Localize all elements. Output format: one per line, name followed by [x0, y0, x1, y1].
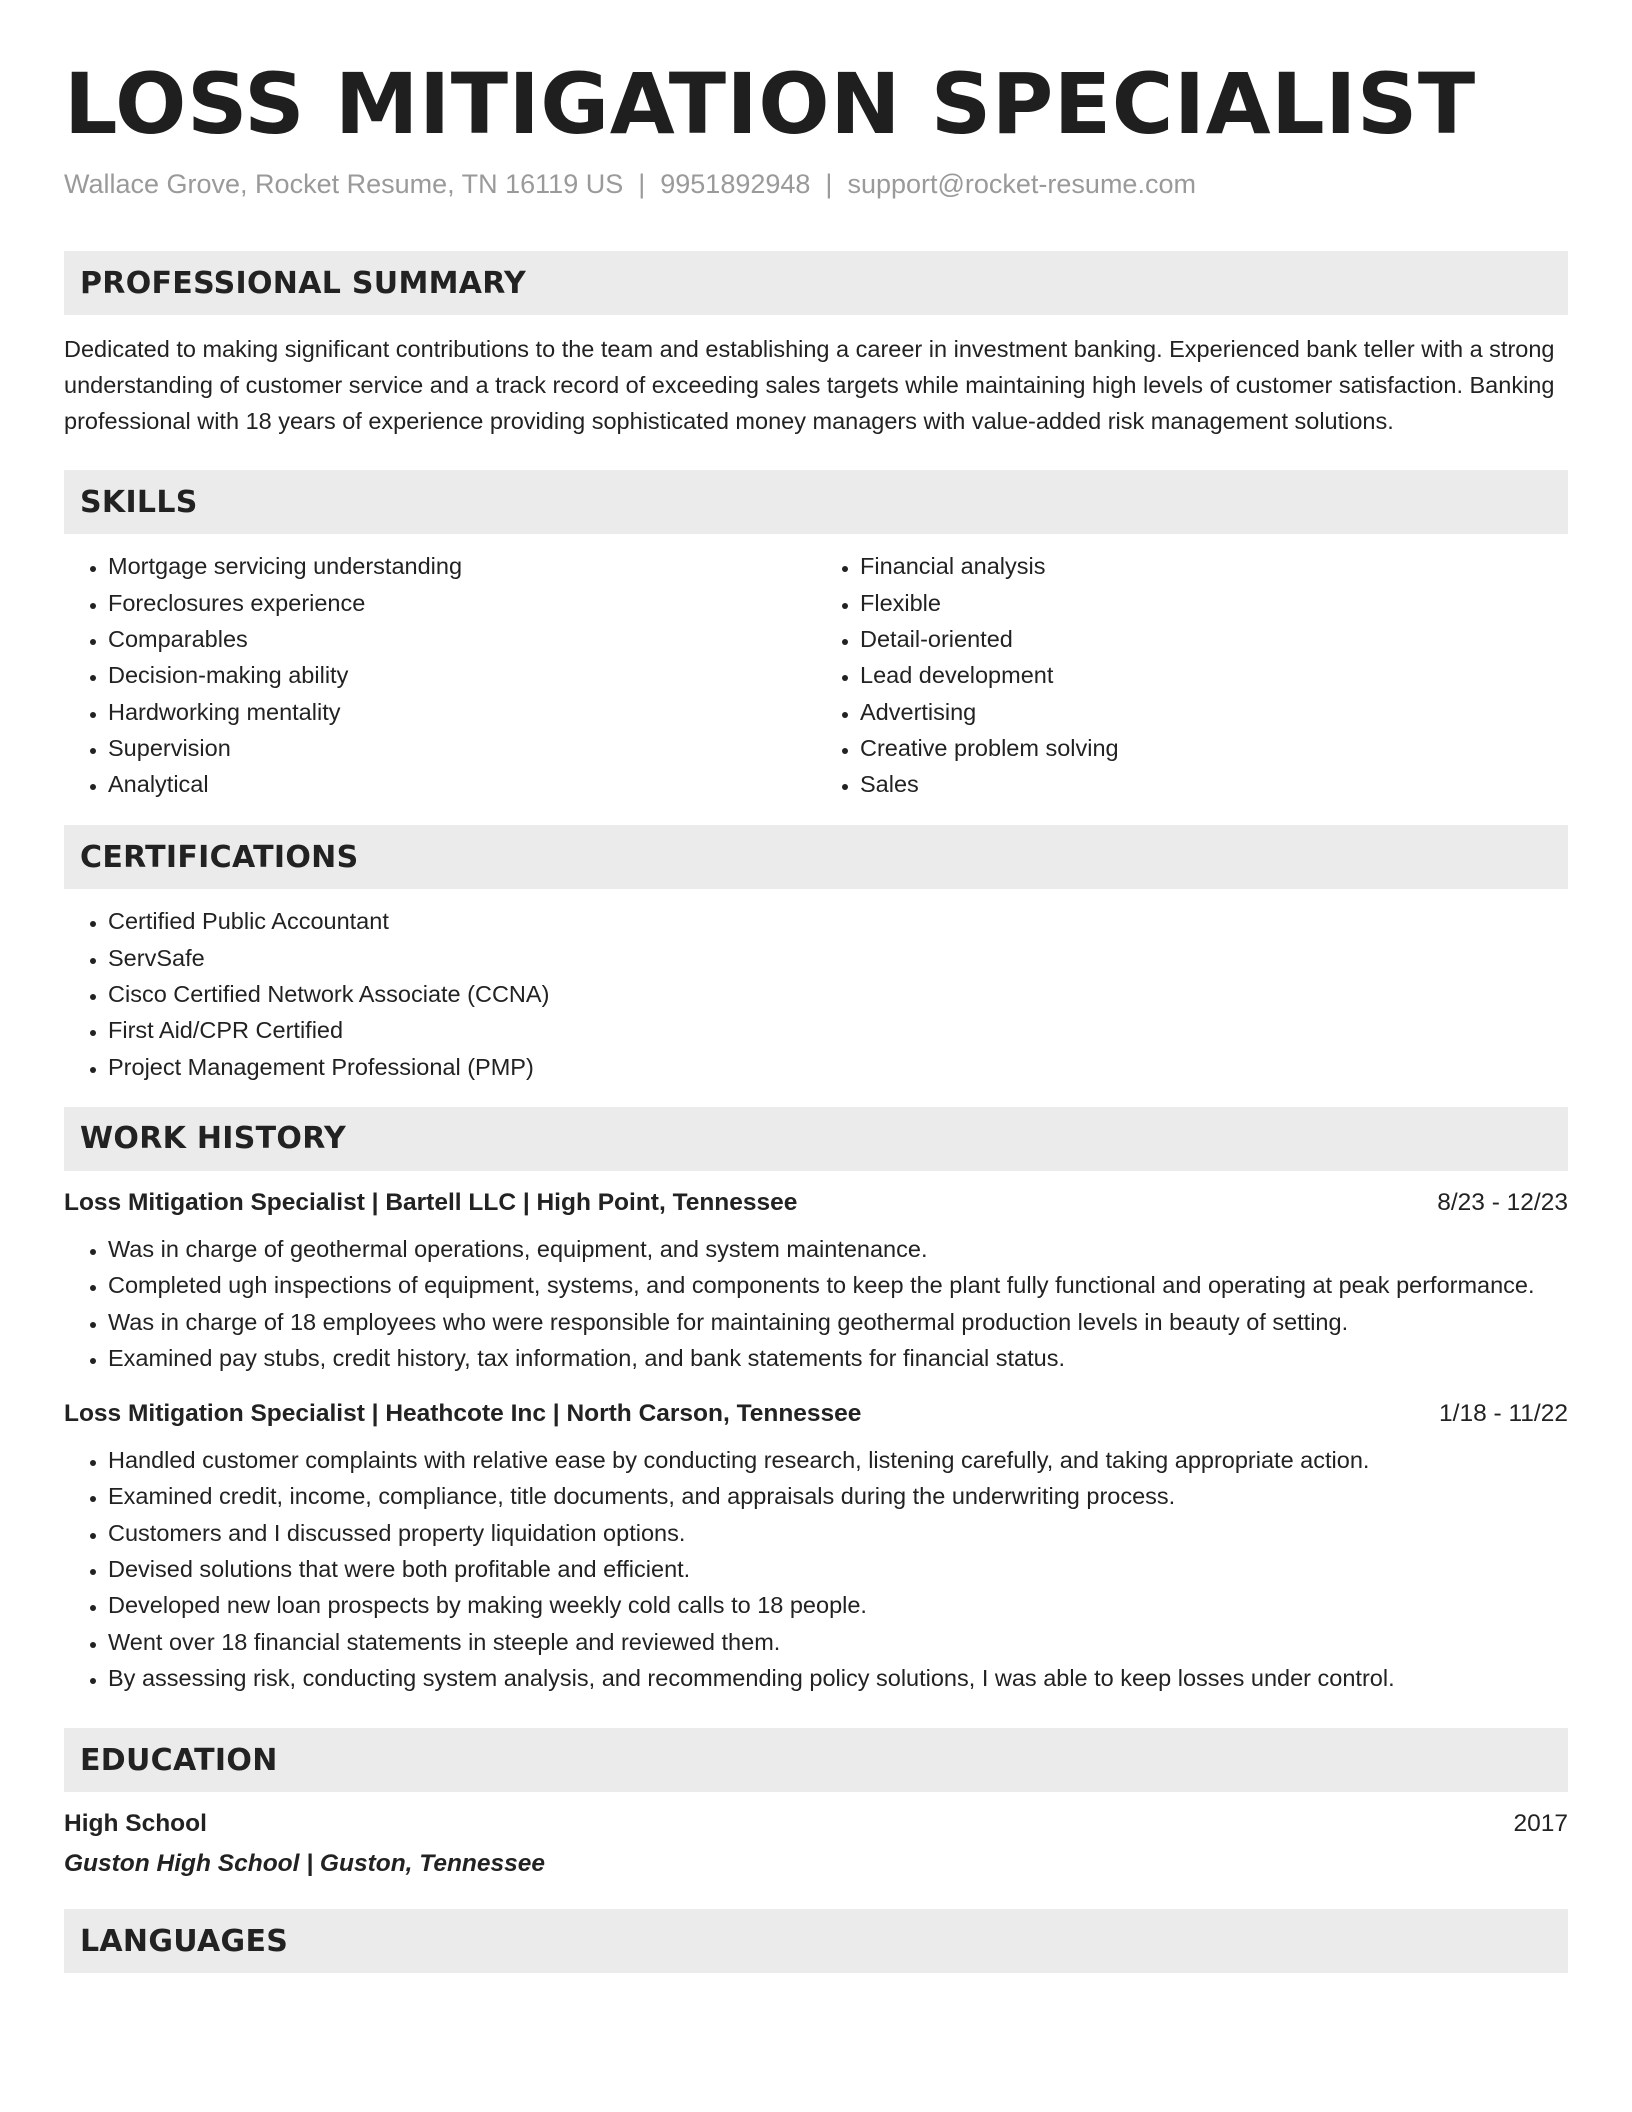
job-dates: 1/18 - 11/22	[1439, 1400, 1568, 1428]
skill-item: • Decision-making ability	[108, 657, 816, 693]
section-heading-summary: PROFESSIONAL SUMMARY	[64, 251, 1568, 315]
contact-separator: |	[825, 169, 833, 199]
certification-item: • Certified Public Accountant	[108, 903, 1568, 939]
contact-address: Wallace Grove, Rocket Resume, TN 16119 US	[64, 169, 624, 199]
education-degree: High School	[64, 1810, 207, 1838]
contact-line	[64, 168, 1568, 200]
skill-item: • Comparables	[108, 621, 816, 657]
job-entry	[64, 1400, 1568, 1696]
skill-item: • Foreclosures experience	[108, 585, 816, 621]
skills-list-left	[64, 548, 816, 802]
education-year: 2017	[1513, 1810, 1568, 1838]
section-heading-languages: LANGUAGES	[64, 1909, 1568, 1973]
job-entry	[64, 1189, 1568, 1376]
job-bullet: • Devised solutions that were both profitable and efficient.	[108, 1551, 1568, 1587]
section-heading-certifications: CERTIFICATIONS	[64, 825, 1568, 889]
skill-item: • Sales	[860, 766, 1568, 802]
job-bullet: • Developed new loan prospects by making weekly cold calls to 18 people.	[108, 1587, 1568, 1623]
education-header	[64, 1810, 1568, 1838]
job-bullet: • Examined credit, income, compliance, title documents, and appraisals during the underwriting process.	[108, 1478, 1568, 1514]
job-bullet: • Completed ugh inspections of equipment, systems, and components to keep the plant fully functional and operating at peak performance.	[108, 1267, 1568, 1303]
skill-item: • Lead development	[860, 657, 1568, 693]
job-header	[64, 1189, 1568, 1217]
education-school: Guston High School | Guston, Tennessee	[64, 1850, 546, 1878]
section-heading-education: EDUCATION	[64, 1728, 1568, 1792]
section-heading-skills: SKILLS	[64, 470, 1568, 534]
certification-item: • Cisco Certified Network Associate (CCNA)	[108, 976, 1568, 1012]
certification-item: • First Aid/CPR Certified	[108, 1012, 1568, 1048]
job-bullet: • Customers and I discussed property liquidation options.	[108, 1515, 1568, 1551]
skills-list-right	[816, 548, 1568, 802]
job-bullet: • Examined pay stubs, credit history, tax information, and bank statements for financial status.	[108, 1340, 1568, 1376]
job-bullet: • By assessing risk, conducting system analysis, and recommending policy solutions, I was able to keep losses under control.	[108, 1660, 1568, 1696]
job-bullets	[64, 1231, 1568, 1376]
skills-columns	[64, 548, 1568, 802]
skill-item: • Detail-oriented	[860, 621, 1568, 657]
job-bullet: • Was in charge of 18 employees who were responsible for maintaining geothermal production levels in beauty of setting.	[108, 1304, 1568, 1340]
job-bullet: • Was in charge of geothermal operations, equipment, and system maintenance.	[108, 1231, 1568, 1267]
skill-item: • Flexible	[860, 585, 1568, 621]
skill-item: • Advertising	[860, 694, 1568, 730]
contact-separator: |	[638, 169, 646, 199]
skill-item: • Supervision	[108, 730, 816, 766]
contact-phone: 9951892948	[660, 169, 811, 199]
certification-item: • ServSafe	[108, 940, 1568, 976]
certification-item: • Project Management Professional (PMP)	[108, 1049, 1568, 1085]
job-heading: Loss Mitigation Specialist | Heathcote Inc | North Carson, Tennessee	[64, 1400, 862, 1428]
skill-item: • Financial analysis	[860, 548, 1568, 584]
summary-text: Dedicated to making significant contributions to the team and establishing a career in investment banking. Experienced bank teller with a strong understanding of customer service and a track record of exceeding sales targets while maintaining high levels of customer satisfaction. Banking professional with 18 years of experience providing sophisticated money managers with value-added risk management solutions.	[64, 336, 1555, 435]
job-bullets	[64, 1442, 1568, 1696]
job-header	[64, 1400, 1568, 1428]
skill-item: • Creative problem solving	[860, 730, 1568, 766]
certifications-list	[64, 903, 1568, 1084]
resume-name: LOSS MITIGATION SPECIALIST	[64, 55, 1476, 153]
job-bullet: • Handled customer complaints with relative ease by conducting research, listening carefully, and taking appropriate action.	[108, 1442, 1568, 1478]
skill-item: • Analytical	[108, 766, 816, 802]
job-bullet: • Went over 18 financial statements in steeple and reviewed them.	[108, 1624, 1568, 1660]
section-heading-work-history: WORK HISTORY	[64, 1107, 1568, 1171]
job-heading: Loss Mitigation Specialist | Bartell LLC | High Point, Tennessee	[64, 1188, 798, 1216]
skill-item: • Mortgage servicing understanding	[108, 548, 816, 584]
contact-email: support@rocket-resume.com	[847, 169, 1196, 199]
job-dates: 8/23 - 12/23	[1437, 1188, 1568, 1216]
skill-item: • Hardworking mentality	[108, 694, 816, 730]
